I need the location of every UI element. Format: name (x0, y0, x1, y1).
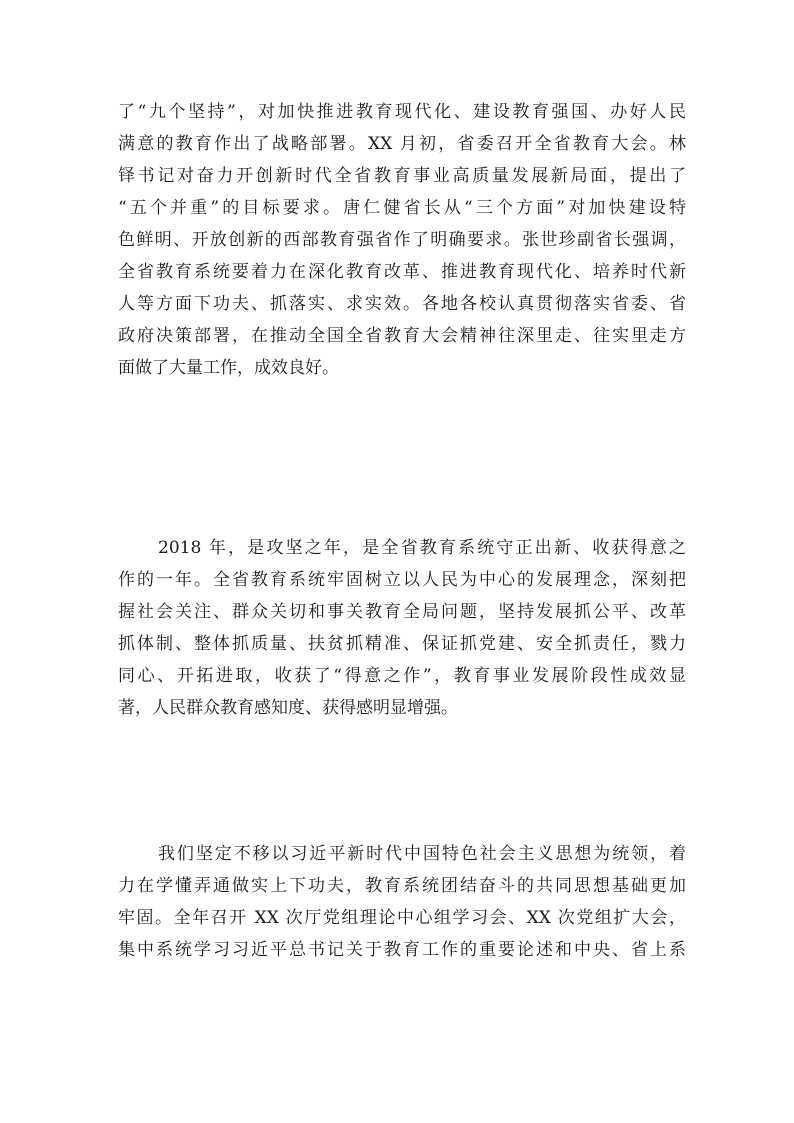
text-line: 牢固。全年召开 XX 次厅党组理论中心组学习会、XX 次党组扩大会， (118, 908, 686, 928)
text-line: 了“九个坚持”，对加快推进教育现代化、建设教育强国、办好人民 (118, 102, 686, 122)
text-line: 抓体制、整体抓质量、扶贫抓精准、保证抓党建、安全抓责任，戮力 (118, 634, 686, 654)
text-line: 面做了大量工作，成效良好。 (118, 358, 339, 378)
text-line: 满意的教育作出了战略部署。XX 月初，省委召开全省教育大会。林 (118, 134, 686, 154)
text-line: 铎书记对奋力开创新时代全省教育事业高质量发展新局面，提出了 (118, 166, 686, 186)
text-line: 力在学懂弄通做实上下功夫，教育系统团结奋斗的共同思想基础更加 (118, 876, 686, 896)
text-line: 我们坚定不移以习近平新时代中国特色社会主义思想为统领，着 (158, 844, 686, 864)
text-line: “五个并重”的目标要求。唐仁健省长从“三个方面”对加快建设特 (118, 198, 686, 218)
text-line: 作的一年。全省教育系统牢固树立以人民为中心的发展理念，深刻把 (118, 570, 686, 590)
text-line: 全省教育系统要着力在深化教育改革、推进教育现代化、培养时代新 (118, 262, 686, 282)
text-line: 握社会关注、群众关切和事关教育全局问题，坚持发展抓公平、改革 (118, 602, 686, 622)
paragraph-3 (118, 838, 686, 966)
text-line: 人等方面下功夫、抓落实、求实效。各地各校认真贯彻落实省委、省 (118, 294, 686, 314)
paragraph-2 (118, 532, 686, 724)
text-line: 政府决策部署，在推动全国全省教育大会精神往深里走、往实里走方 (118, 326, 686, 346)
text-line: 集中系统学习习近平总书记关于教育工作的重要论述和中央、省上系 (118, 940, 686, 960)
text-line: 色鲜明、开放创新的西部教育强省作了明确要求。张世珍副省长强调， (118, 230, 686, 250)
text-line: 著，人民群众教育感知度、获得感明显增强。 (118, 698, 458, 718)
paragraph-1 (118, 96, 686, 384)
text-line: 同心、开拓进取，收获了“得意之作”，教育事业发展阶段性成效显 (118, 666, 686, 686)
text-line: 2018 年，是攻坚之年，是全省教育系统守正出新、收获得意之 (158, 538, 686, 558)
